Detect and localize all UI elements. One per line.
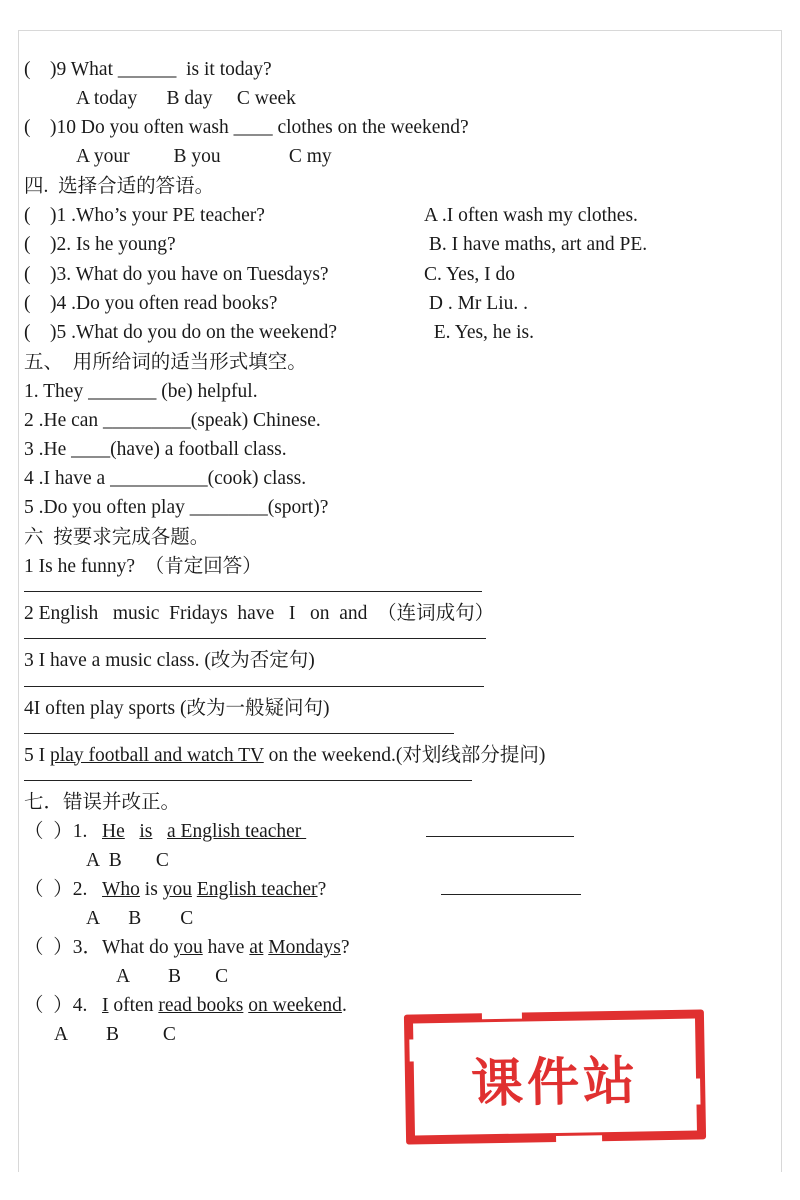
error-option-marks: A B C [54,1024,176,1046]
error-correction-item [24,818,764,847]
spacer: is [139,878,163,900]
rewrite-item-underlined [24,742,764,771]
error-item-text: （ ）4. [24,995,103,1017]
match-item [24,261,764,290]
question-line: ( )10 Do you often wash ____ clothes on the weekend? [24,117,469,139]
error-correction-item [24,876,764,905]
underlined-phrase: play football and watch TV [50,744,264,766]
correction-write-line[interactable] [441,876,581,895]
question-line: ( )9 What ______ is it today? [24,59,272,80]
underlined-word: is [139,820,153,842]
underlined-word: at [249,937,264,959]
watermark-text: 课件站 [470,1051,640,1114]
spacer: have [202,937,250,959]
match-answer: E. Yes, he is. [424,321,534,343]
error-option-marks: A B C [116,966,229,988]
match-question: ( )4 .Do you often read books? [24,292,278,314]
rewrite-item: 2 English music Fridays have I on and （连词成句） [24,603,495,625]
rewrite-item: 3 I have a music class. (改为否定句) [24,650,315,672]
error-item-text: （ ）1. [24,820,103,842]
answer-write-line[interactable] [24,686,484,687]
page-frame-top-rule [18,30,782,31]
underlined-word: He [102,820,125,842]
answer-write-line[interactable] [24,591,482,592]
spacer: . [341,995,347,1017]
rewrite-item-prefix: 5 I [24,744,50,766]
watermark-stamp [404,1009,706,1144]
section-seven-heading: 七．错误并改正。 [24,791,181,813]
error-option-marks: A B C [86,908,194,930]
spacer: ? [340,937,350,959]
underlined-word: read books [158,995,244,1017]
underlined-word: a English teacher [167,820,307,842]
match-question: ( )1 .Who’s your PE teacher? [24,205,265,227]
underlined-word: English teacher [196,878,318,900]
match-question: ( )3. What do you have on Tuesdays? [24,263,329,285]
match-answer: D . Mr Liu. . [424,292,528,314]
match-answer: B. I have maths, art and PE. [424,234,648,256]
error-item-text: （ ）2. [24,878,103,900]
fill-blank-item: 2 .He can _________(speak) Chinese. [24,409,321,431]
underlined-word: Who [102,878,140,900]
underlined-word: you [173,937,203,959]
question-options: A today B day C week [76,88,296,110]
match-question: ( )5 .What do you do on the weekend? [24,321,337,343]
answer-write-line[interactable] [24,733,454,734]
fill-blank-item: 5 .Do you often play ________(sport)? [24,497,329,519]
match-item [24,202,764,231]
underlined-word: I [102,995,109,1017]
error-item-text: （ ）3．What do [24,937,174,959]
section-four-heading: 四. 选择合适的答语。 [24,176,215,198]
match-question: ( )2. Is he young? [24,234,176,256]
rewrite-item: 4I often play sports (改为一般疑问句) [24,697,330,719]
worksheet-content [24,56,764,1050]
page-frame-left-rule [18,30,19,1172]
section-five-heading: 五、 用所给词的适当形式填空。 [24,351,307,373]
underlined-word: you [162,878,192,900]
match-answer: C. Yes, I do [424,263,516,285]
error-option-marks: A B C [86,849,169,871]
match-item [24,290,764,319]
question-options: A your B you C my [76,146,332,168]
fill-blank-item: 1. They _______ (be) helpful. [24,380,258,402]
page-frame-right-rule [781,30,782,1172]
match-item [24,319,764,348]
answer-write-line[interactable] [24,638,486,639]
underlined-word: Mondays [268,937,341,959]
section-six-heading: 六 按要求完成各题。 [24,527,210,549]
spacer: often [108,995,159,1017]
error-correction-item [24,934,764,963]
spacer: ? [317,878,327,900]
fill-blank-item: 3 .He ____(have) a football class. [24,439,287,461]
correction-write-line[interactable] [426,818,574,837]
rewrite-item-suffix: on the weekend.(对划线部分提问) [263,744,546,766]
answer-write-line[interactable] [24,780,472,781]
fill-blank-item: 4 .I have a __________(cook) class. [24,468,307,490]
match-item [24,231,764,260]
spacer [152,821,167,842]
spacer [125,821,140,842]
underlined-word: on weekend [248,995,342,1017]
match-answer: A .I often wash my clothes. [424,205,638,227]
rewrite-item: 1 Is he funny? （肯定回答） [24,556,262,578]
